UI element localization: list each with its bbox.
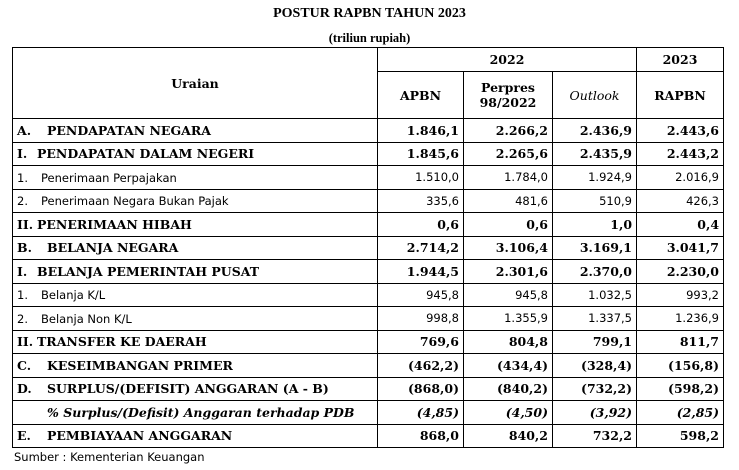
- row-prefix: C.: [17, 357, 32, 373]
- cell-rapbn: 426,3: [637, 189, 724, 213]
- cell-outlook: (3,92): [553, 401, 637, 425]
- row-label: Penerimaan Perpajakan: [41, 170, 177, 185]
- row-label: % Surplus/(Defisit) Anggaran terhadap PDB: [47, 404, 355, 420]
- row-prefix: I.: [17, 146, 28, 162]
- cell-rapbn: 993,2: [637, 283, 724, 307]
- row-label: Belanja K/L: [41, 288, 106, 303]
- table-row: [13, 283, 724, 307]
- cell-apbn: 769,6: [378, 330, 464, 354]
- cell-outlook: 2.370,0: [553, 260, 637, 284]
- row-prefix: B.: [17, 240, 32, 256]
- cell-perpres: 3.106,4: [464, 236, 553, 260]
- table-row: [13, 189, 724, 213]
- cell-outlook: 1.924,9: [553, 166, 637, 190]
- cell-rapbn: 2.230,0: [637, 260, 724, 284]
- row-prefix: 2.: [17, 311, 28, 326]
- cell-apbn: 335,6: [378, 189, 464, 213]
- row-prefix: A.: [17, 122, 32, 138]
- source-note: Sumber : Kementerian Keuangan: [14, 450, 205, 464]
- cell-perpres: 1.784,0: [464, 166, 553, 190]
- table-row: [13, 424, 724, 448]
- table-row: [13, 307, 724, 331]
- cell-rapbn: 1.236,9: [637, 307, 724, 331]
- cell-apbn: 998,8: [378, 307, 464, 331]
- cell-outlook: 1.337,5: [553, 307, 637, 331]
- cell-apbn: (462,2): [378, 354, 464, 378]
- row-prefix: II.: [17, 216, 34, 232]
- cell-rapbn: 3.041,7: [637, 236, 724, 260]
- cell-perpres: 1.355,9: [464, 307, 553, 331]
- cell-perpres: 2.301,6: [464, 260, 553, 284]
- cell-perpres: 2.266,2: [464, 119, 553, 143]
- cell-perpres: (434,4): [464, 354, 553, 378]
- table-row: [13, 119, 724, 143]
- row-label: BELANJA NEGARA: [47, 240, 179, 256]
- cell-apbn: 945,8: [378, 283, 464, 307]
- header-year-2022: 2022: [378, 48, 637, 72]
- row-label: Penerimaan Negara Bukan Pajak: [41, 194, 229, 209]
- cell-outlook: 3.169,1: [553, 236, 637, 260]
- table-row: [13, 354, 724, 378]
- cell-rapbn: 598,2: [637, 424, 724, 448]
- table-row: [13, 330, 724, 354]
- cell-apbn: 1.846,1: [378, 119, 464, 143]
- cell-rapbn: 0,4: [637, 213, 724, 237]
- header-outlook: Outlook: [553, 72, 637, 119]
- row-label: SURPLUS/(DEFISIT) ANGGARAN (A - B): [47, 381, 329, 397]
- row-prefix: I.: [17, 263, 28, 279]
- row-label: PEMBIAYAAN ANGGARAN: [47, 428, 233, 444]
- cell-outlook: 510,9: [553, 189, 637, 213]
- cell-outlook: 2.435,9: [553, 142, 637, 166]
- cell-apbn: 868,0: [378, 424, 464, 448]
- cell-perpres: (4,50): [464, 401, 553, 425]
- cell-outlook: 732,2: [553, 424, 637, 448]
- cell-perpres: 945,8: [464, 283, 553, 307]
- table-row: [13, 377, 724, 401]
- table-unit: (triliun rupiah): [328, 31, 411, 45]
- cell-perpres: 2.265,6: [464, 142, 553, 166]
- header-rapbn: RAPBN: [637, 72, 724, 119]
- header-apbn: APBN: [378, 72, 464, 119]
- row-prefix: 1.: [17, 288, 28, 303]
- cell-perpres: (840,2): [464, 377, 553, 401]
- row-label: BELANJA PEMERINTAH PUSAT: [37, 263, 260, 279]
- table-row: [13, 166, 724, 190]
- row-label: TRANSFER KE DAERAH: [37, 334, 207, 350]
- row-label: PENDAPATAN NEGARA: [47, 122, 211, 138]
- budget-posture-table: [12, 47, 724, 448]
- cell-outlook: (328,4): [553, 354, 637, 378]
- cell-apbn: 1.944,5: [378, 260, 464, 284]
- table-row: [13, 260, 724, 284]
- table-title: POSTUR RAPBN TAHUN 2023: [273, 6, 466, 21]
- table-row: [13, 401, 724, 425]
- header-year-2023: 2023: [637, 48, 724, 72]
- cell-apbn: 2.714,2: [378, 236, 464, 260]
- cell-apbn: (4,85): [378, 401, 464, 425]
- table-row: [13, 213, 724, 237]
- cell-rapbn: 2.016,9: [637, 166, 724, 190]
- cell-perpres: 840,2: [464, 424, 553, 448]
- cell-rapbn: 2.443,6: [637, 119, 724, 143]
- cell-outlook: 1,0: [553, 213, 637, 237]
- cell-apbn: 0,6: [378, 213, 464, 237]
- row-prefix: D.: [17, 381, 32, 397]
- row-label: PENDAPATAN DALAM NEGERI: [37, 146, 255, 162]
- row-label: Belanja Non K/L: [41, 311, 132, 326]
- cell-rapbn: (598,2): [637, 377, 724, 401]
- row-prefix: E.: [17, 428, 31, 444]
- row-prefix: 1.: [17, 170, 28, 185]
- row-prefix: II.: [17, 334, 34, 350]
- cell-apbn: 1.510,0: [378, 166, 464, 190]
- row-prefix: 2.: [17, 194, 28, 209]
- cell-apbn: (868,0): [378, 377, 464, 401]
- header-uraian: Uraian: [13, 48, 378, 119]
- row-label: PENERIMAAN HIBAH: [37, 216, 192, 232]
- row-label: KESEIMBANGAN PRIMER: [47, 357, 233, 373]
- cell-outlook: 2.436,9: [553, 119, 637, 143]
- cell-apbn: 1.845,6: [378, 142, 464, 166]
- cell-outlook: (732,2): [553, 377, 637, 401]
- cell-rapbn: 2.443,2: [637, 142, 724, 166]
- header-perpres: Perpres 98/2022: [464, 72, 553, 119]
- table-row: [13, 236, 724, 260]
- cell-perpres: 481,6: [464, 189, 553, 213]
- cell-perpres: 804,8: [464, 330, 553, 354]
- cell-outlook: 799,1: [553, 330, 637, 354]
- cell-perpres: 0,6: [464, 213, 553, 237]
- table-row: [13, 142, 724, 166]
- cell-rapbn: (2,85): [637, 401, 724, 425]
- cell-rapbn: (156,8): [637, 354, 724, 378]
- cell-rapbn: 811,7: [637, 330, 724, 354]
- cell-outlook: 1.032,5: [553, 283, 637, 307]
